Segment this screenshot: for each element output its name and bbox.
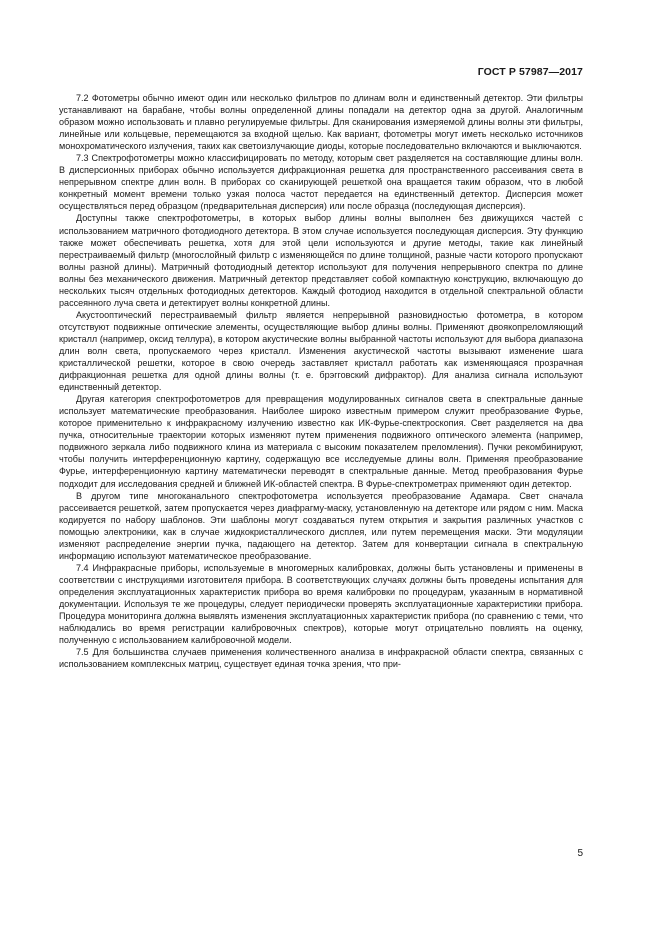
paragraph-hadamard: В другом типе многоканального спектрофотометра используется преобразование Адамара. Свет сначала рассеивается решеткой, затем пропускается через диафрагму-маску, установленную на детекторе или рядом с ним. Маска кодируется по набору шаблонов. Эти шаблоны могут создаваться путем открытия и закрытия различных участков с помощью электроники, как в случае жидкокристаллического дисплея, или путем перемещения маски. Эти модуляции изменяют распределение энергии пучка, падающего на детектор. Затем для конвертации сигнала в спектральную информацию используют математическое преобразование. <box>59 490 583 561</box>
paragraph-photodiode-array: Доступны также спектрофотометры, в которых выбор длины волны выполнен без движущихся частей с использованием матричного фотодиодного детектора. В этом случае используется последующая дисперсия. Эту функцию также может обеспечивать решетка, хотя для этой цели используются и другие методы, такие как линейный перестраиваемый фильтр (многослойный фильтр с изменяющейся по длине толщиной, разные части которого пропускают волны разной длины). Матричный фотодиодный детектор используют для получения непрерывного спектра по длине волны без механического движения. Матричный детектор представляет собой компактную конструкцию, включающую до нескольких тысяч отдельных фотодиодных детекторов. Каждый фотодиод находится в отдельной спектральной области рассеянного луча света и детектирует волны конкретной длины. <box>59 213 583 308</box>
paragraph-7-2: 7.2 Фотометры обычно имеют один или несколько фильтров по длинам волн и единственный детектор. Эти фильтры устанавливают на барабане, чтобы волны определенной длины попадали на детектор одна за другой. Аналогичным образом можно использовать и плавно регулируемые фильтры. Для сканирования измеряемой длины волны эти фильтры, линейные или кольцевые, перемещаются за входной щелью. Как вариант, фотометры могут иметь несколько источников монохроматического излучения, таких как светоизлучающие диоды, которые последовательно включаются и выключаются. <box>59 93 583 152</box>
paragraph-7-5: 7.5 Для большинства случаев применения количественного анализа в инфракрасной области спектра, связанных с использованием комплексных матриц, существует единая точка зрения, что при- <box>59 647 583 670</box>
paragraph-acousto-optic: Акустооптический перестраиваемый фильтр является непрерывной разновидностью фотометра, в котором отсутствуют подвижные оптические элементы, осуществляющие выбор длины волны. Применяют двоякопреломляющий кристалл (например, оксид теллура), в котором акустические волны выбранной частоты используют для выбора диапазона длин волн света, пропускаемого через кристалл. Изменения акустической частоты вызывают изменение шага кристаллической решетки, которое в свою очередь заставляет кристалл работать как изменяющаяся прозрачная дифракционная решетка для одной длины волны (т. е. брэгговский дифрактор). Для анализа сигнала используют единственный детектор. <box>59 309 583 393</box>
document-standard-header: ГОСТ Р 57987—2017 <box>477 66 583 78</box>
document-body <box>59 92 583 670</box>
page-number: 5 <box>577 848 583 859</box>
paragraph-fourier: Другая категория спектрофотометров для превращения модулированных сигналов света в спектральные данные использует математические преобразования. Наиболее широко известным примером служит преобразование Фурье, которое применительно к инфракрасному излучению известно как ИК-Фурье-спектроскопия. Свет разделяется на два пучка, относительные траектории которых изменяют путем применения подвижного оптического элемента (например, подвижного зеркала либо подвижного клина из материала с высоким показателем преломления). Пучки рекомбинируют, чтобы получить интерференционную картину, содержащую все исследуемые длины волн. Применяя преобразование Фурье, интерференционную картину математически переводят в спектральные данные. Метод преобразования Фурье подходит для исследования средней и ближней ИК-областей спектра. В Фурье-спектрометрах применяют один детектор. <box>59 394 583 489</box>
paragraph-7-4: 7.4 Инфракрасные приборы, используемые в многомерных калибровках, должны быть установлены и применены в соответствии с инструкциями изготовителя прибора. В соответствующих случаях должны быть проведены испытания для определения эксплуатационных характеристик прибора во время калибровки по процедурам, указанным в нормативной документации. Используя те же процедуры, следует периодически проверять эксплуатационные характеристики прибора. Процедура мониторинга должна выявлять изменения эксплуатационных характеристик прибора (по сравнению с теми, что наблюдались во время регистрации калибровочных спектров), которые могут отрицательно повлиять на оценку, полученную с использованием калибровочной модели. <box>59 562 583 646</box>
paragraph-7-3: 7.3 Спектрофотометры можно классифицировать по методу, которым свет разделяется на составляющие длины волн. В дисперсионных приборах обычно используется дифракционная решетка для пространственного рассеивания света в непрерывном спектре длин волн. В приборах со сканирующей решеткой она вращается таким образом, что в любой конкретный момент времени только узкая полоса частот передается на единственный детектор. Дисперсия может осуществляться перед образцом (предварительная дисперсия) или после образца (последующая дисперсия). <box>59 153 583 212</box>
